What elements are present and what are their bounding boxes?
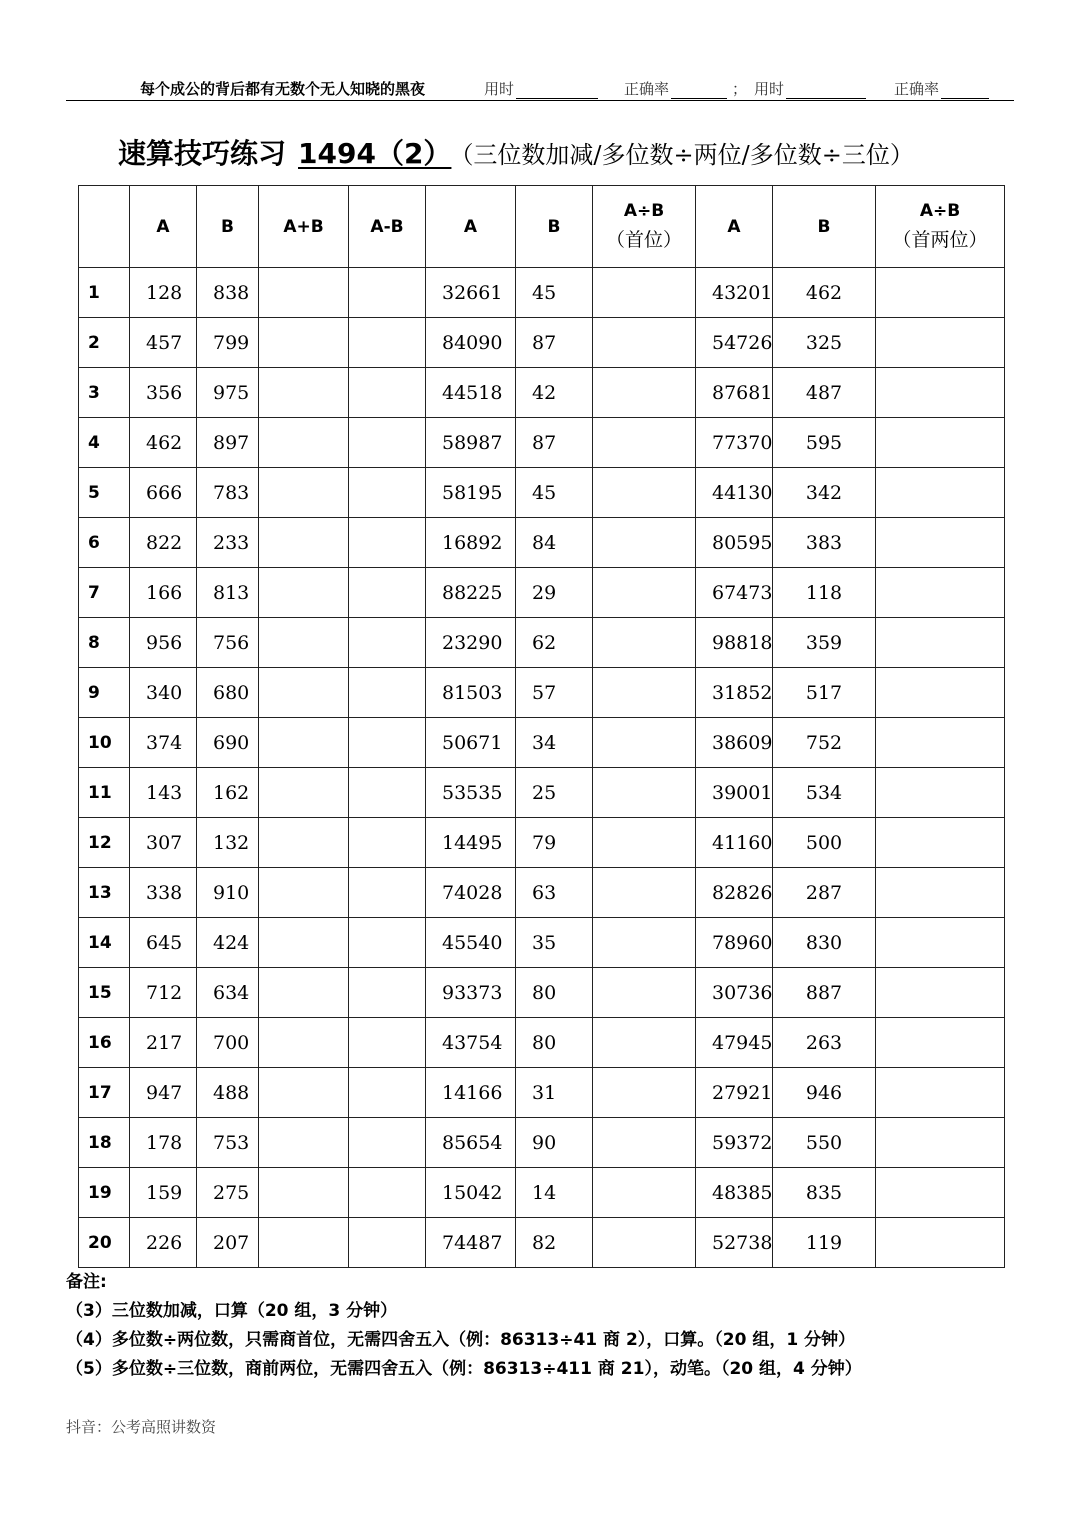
cell-b3: 534: [773, 768, 876, 818]
cell-a1: 307: [130, 818, 197, 868]
table-row: [79, 418, 1005, 468]
answer-sum[interactable]: [259, 268, 349, 318]
cell-a3: 44130: [696, 468, 773, 518]
answer-div1[interactable]: [593, 618, 696, 668]
cell-b3: 946: [773, 1068, 876, 1118]
cell-b2: 31: [516, 1068, 593, 1118]
note-line-4: （4）多位数÷两位数，只需商首位，无需四舍五入（例：86313÷41 商 2），口算。（20 组，1 分钟）: [66, 1330, 856, 1350]
answer-diff[interactable]: [349, 768, 426, 818]
notes-heading: 备注:: [66, 1272, 107, 1292]
time-label-1: 用时: [484, 80, 515, 98]
answer-div2[interactable]: [876, 568, 1005, 618]
row-index: 7: [79, 568, 130, 618]
exercise-table: [78, 185, 1005, 1268]
cell-b1: 756: [197, 618, 259, 668]
answer-div1[interactable]: [593, 968, 696, 1018]
answer-sum[interactable]: [259, 818, 349, 868]
cell-a1: 822: [130, 518, 197, 568]
cell-a1: 128: [130, 268, 197, 318]
header-diff: A-B: [349, 186, 426, 268]
answer-div2[interactable]: [876, 668, 1005, 718]
cell-b3: 462: [773, 268, 876, 318]
cell-b2: 29: [516, 568, 593, 618]
answer-div1[interactable]: [593, 318, 696, 368]
answer-diff[interactable]: [349, 418, 426, 468]
table-row: [79, 668, 1005, 718]
header-div2: [876, 186, 1005, 268]
cell-b3: 887: [773, 968, 876, 1018]
answer-diff[interactable]: [349, 818, 426, 868]
cell-a2: 88225: [426, 568, 516, 618]
row-index: 16: [79, 1018, 130, 1068]
row-index: 5: [79, 468, 130, 518]
cell-a1: 947: [130, 1068, 197, 1118]
cell-a3: 59372: [696, 1118, 773, 1168]
header-index: [79, 186, 130, 268]
cell-a3: 39001: [696, 768, 773, 818]
accuracy-blank-2[interactable]: [941, 84, 989, 99]
cell-a2: 81503: [426, 668, 516, 718]
accuracy-label-1: 正确率: [624, 80, 670, 98]
table-row: [79, 1018, 1005, 1068]
cell-b2: 82: [516, 1218, 593, 1268]
table-row: [79, 318, 1005, 368]
answer-sum[interactable]: [259, 718, 349, 768]
answer-div2[interactable]: [876, 818, 1005, 868]
cell-a2: 58987: [426, 418, 516, 468]
answer-div2[interactable]: [876, 718, 1005, 768]
cell-a3: 82826: [696, 868, 773, 918]
footer-credit: 抖音：公考高照讲数资: [66, 1418, 217, 1436]
time-field-2: [754, 78, 866, 99]
table-row: [79, 868, 1005, 918]
header-a1: A: [130, 186, 197, 268]
cell-a1: 217: [130, 1018, 197, 1068]
cell-a3: 47945: [696, 1018, 773, 1068]
cell-a3: 48385: [696, 1168, 773, 1218]
cell-b3: 487: [773, 368, 876, 418]
answer-div1[interactable]: [593, 1118, 696, 1168]
table-row: [79, 718, 1005, 768]
answer-diff[interactable]: [349, 868, 426, 918]
answer-diff[interactable]: [349, 568, 426, 618]
answer-sum[interactable]: [259, 568, 349, 618]
cell-b2: 45: [516, 468, 593, 518]
table-row: [79, 468, 1005, 518]
cell-a2: 32661: [426, 268, 516, 318]
time-field-1: [484, 78, 598, 99]
answer-sum[interactable]: [259, 518, 349, 568]
answer-div2[interactable]: [876, 318, 1005, 368]
cell-a2: 50671: [426, 718, 516, 768]
table-row: [79, 918, 1005, 968]
cell-b2: 57: [516, 668, 593, 718]
cell-b2: 14: [516, 1168, 593, 1218]
accuracy-label-2: 正确率: [894, 80, 940, 98]
answer-div1[interactable]: [593, 668, 696, 718]
title-subtitle: （三位数加减/多位数÷两位/多位数÷三位）: [461, 141, 914, 169]
answer-div2[interactable]: [876, 1118, 1005, 1168]
answer-diff[interactable]: [349, 1018, 426, 1068]
cell-b1: 813: [197, 568, 259, 618]
cell-a1: 143: [130, 768, 197, 818]
table-row: [79, 1118, 1005, 1168]
cell-b1: 207: [197, 1218, 259, 1268]
answer-sum[interactable]: [259, 1168, 349, 1218]
answer-div1[interactable]: [593, 468, 696, 518]
note-line-5: （5）多位数÷三位数，商前两位，无需四舍五入（例：86313÷411 商 21），动笔。（20 组，4 分钟）: [66, 1359, 862, 1379]
accuracy-blank-1[interactable]: [671, 84, 727, 99]
header-b3: B: [773, 186, 876, 268]
answer-sum[interactable]: [259, 468, 349, 518]
answer-div1[interactable]: [593, 718, 696, 768]
header-div2-note: （首两位）: [892, 229, 988, 251]
answer-div2[interactable]: [876, 618, 1005, 668]
cell-a1: 166: [130, 568, 197, 618]
answer-div1[interactable]: [593, 868, 696, 918]
row-index: 6: [79, 518, 130, 568]
cell-a1: 712: [130, 968, 197, 1018]
row-index: 8: [79, 618, 130, 668]
table-row: [79, 368, 1005, 418]
cell-a2: 44518: [426, 368, 516, 418]
answer-div1[interactable]: [593, 1168, 696, 1218]
answer-diff[interactable]: [349, 268, 426, 318]
answer-div2[interactable]: [876, 768, 1005, 818]
cell-b1: 424: [197, 918, 259, 968]
answer-div1[interactable]: [593, 268, 696, 318]
row-index: 15: [79, 968, 130, 1018]
answer-div1[interactable]: [593, 518, 696, 568]
cell-a2: 14166: [426, 1068, 516, 1118]
cell-b2: 63: [516, 868, 593, 918]
answer-diff[interactable]: [349, 368, 426, 418]
answer-div2[interactable]: [876, 968, 1005, 1018]
cell-b3: 517: [773, 668, 876, 718]
answer-sum[interactable]: [259, 968, 349, 1018]
accuracy-field-1: [624, 78, 727, 99]
answer-sum[interactable]: [259, 768, 349, 818]
answer-div1[interactable]: [593, 1218, 696, 1268]
header-b2: B: [516, 186, 593, 268]
table-row: [79, 1218, 1005, 1268]
answer-div1[interactable]: [593, 418, 696, 468]
cell-b1: 783: [197, 468, 259, 518]
time-blank-1[interactable]: [516, 84, 598, 99]
answer-diff[interactable]: [349, 1218, 426, 1268]
cell-a1: 226: [130, 1218, 197, 1268]
cell-a1: 356: [130, 368, 197, 418]
answer-div1[interactable]: [593, 918, 696, 968]
accuracy-field-2: [894, 78, 989, 99]
answer-diff[interactable]: [349, 1118, 426, 1168]
row-index: 17: [79, 1068, 130, 1118]
header-sum: A+B: [259, 186, 349, 268]
answer-sum[interactable]: [259, 1018, 349, 1068]
answer-div2[interactable]: [876, 1168, 1005, 1218]
answer-sum[interactable]: [259, 1118, 349, 1168]
cell-b1: 700: [197, 1018, 259, 1068]
cell-b2: 79: [516, 818, 593, 868]
answer-diff[interactable]: [349, 968, 426, 1018]
header-div1-note: （首位）: [605, 229, 682, 251]
answer-div2[interactable]: [876, 1018, 1005, 1068]
cell-a1: 645: [130, 918, 197, 968]
header-a3: A: [696, 186, 773, 268]
cell-a1: 666: [130, 468, 197, 518]
cell-b1: 162: [197, 768, 259, 818]
row-index: 12: [79, 818, 130, 868]
header-div1-label: A÷B: [623, 201, 665, 221]
cell-b1: 910: [197, 868, 259, 918]
answer-sum[interactable]: [259, 1218, 349, 1268]
cell-a3: 98818: [696, 618, 773, 668]
answer-div2[interactable]: [876, 1218, 1005, 1268]
cell-a1: 338: [130, 868, 197, 918]
cell-a3: 31852: [696, 668, 773, 718]
cell-b1: 753: [197, 1118, 259, 1168]
table-row: [79, 268, 1005, 318]
cell-b1: 233: [197, 518, 259, 568]
answer-diff[interactable]: [349, 1168, 426, 1218]
row-index: 10: [79, 718, 130, 768]
cell-b1: 799: [197, 318, 259, 368]
note-line-3: （3）三位数加减，口算（20 组，3 分钟）: [66, 1301, 398, 1321]
page-header: [66, 74, 1014, 101]
answer-div2[interactable]: [876, 468, 1005, 518]
cell-b3: 118: [773, 568, 876, 618]
cell-a3: 80595: [696, 518, 773, 568]
table-row: [79, 1068, 1005, 1118]
cell-a2: 84090: [426, 318, 516, 368]
cell-a2: 43754: [426, 1018, 516, 1068]
cell-b1: 488: [197, 1068, 259, 1118]
cell-b2: 25: [516, 768, 593, 818]
notes-section: [66, 1268, 862, 1384]
answer-div2[interactable]: [876, 368, 1005, 418]
cell-b3: 263: [773, 1018, 876, 1068]
cell-a2: 53535: [426, 768, 516, 818]
answer-div2[interactable]: [876, 1068, 1005, 1118]
cell-b1: 690: [197, 718, 259, 768]
table-row: [79, 1168, 1005, 1218]
page-title: [118, 132, 914, 172]
answer-div1[interactable]: [593, 1068, 696, 1118]
table-header-row: [79, 186, 1005, 268]
answer-div1[interactable]: [593, 768, 696, 818]
answer-diff[interactable]: [349, 668, 426, 718]
cell-b2: 35: [516, 918, 593, 968]
cell-b3: 550: [773, 1118, 876, 1168]
answer-sum[interactable]: [259, 418, 349, 468]
cell-b1: 897: [197, 418, 259, 468]
cell-b3: 359: [773, 618, 876, 668]
cell-b3: 383: [773, 518, 876, 568]
cell-b2: 42: [516, 368, 593, 418]
cell-b3: 119: [773, 1218, 876, 1268]
cell-a1: 956: [130, 618, 197, 668]
row-index: 18: [79, 1118, 130, 1168]
row-index: 9: [79, 668, 130, 718]
table-row: [79, 968, 1005, 1018]
cell-a3: 67473: [696, 568, 773, 618]
answer-sum[interactable]: [259, 318, 349, 368]
cell-a2: 15042: [426, 1168, 516, 1218]
answer-div1[interactable]: [593, 368, 696, 418]
cell-a2: 23290: [426, 618, 516, 668]
table-row: [79, 568, 1005, 618]
table-row: [79, 518, 1005, 568]
cell-b3: 500: [773, 818, 876, 868]
table-row: [79, 768, 1005, 818]
separator: ；: [732, 80, 748, 98]
cell-a1: 374: [130, 718, 197, 768]
cell-a3: 77370: [696, 418, 773, 468]
row-index: 2: [79, 318, 130, 368]
answer-div2[interactable]: [876, 868, 1005, 918]
cell-a1: 457: [130, 318, 197, 368]
cell-a2: 74487: [426, 1218, 516, 1268]
answer-div1[interactable]: [593, 818, 696, 868]
cell-a2: 93373: [426, 968, 516, 1018]
cell-b3: 325: [773, 318, 876, 368]
cell-b1: 275: [197, 1168, 259, 1218]
row-index: 11: [79, 768, 130, 818]
row-index: 1: [79, 268, 130, 318]
row-index: 14: [79, 918, 130, 968]
cell-b2: 80: [516, 1018, 593, 1068]
cell-b2: 87: [516, 418, 593, 468]
cell-b1: 975: [197, 368, 259, 418]
cell-a2: 45540: [426, 918, 516, 968]
row-index: 4: [79, 418, 130, 468]
header-b1: B: [197, 186, 259, 268]
answer-diff[interactable]: [349, 518, 426, 568]
cell-a3: 27921: [696, 1068, 773, 1118]
table-row: [79, 618, 1005, 668]
cell-b2: 87: [516, 318, 593, 368]
answer-sum[interactable]: [259, 618, 349, 668]
cell-a2: 16892: [426, 518, 516, 568]
motto-text: 每个成公的背后都有无数个无人知晓的黑夜: [140, 80, 426, 98]
table-row: [79, 818, 1005, 868]
cell-a2: 85654: [426, 1118, 516, 1168]
answer-div1[interactable]: [593, 1018, 696, 1068]
answer-sum[interactable]: [259, 868, 349, 918]
answer-sum[interactable]: [259, 918, 349, 968]
cell-b1: 132: [197, 818, 259, 868]
cell-a1: 462: [130, 418, 197, 468]
cell-b2: 45: [516, 268, 593, 318]
cell-b2: 34: [516, 718, 593, 768]
cell-b2: 90: [516, 1118, 593, 1168]
cell-a1: 178: [130, 1118, 197, 1168]
row-index: 13: [79, 868, 130, 918]
cell-b3: 595: [773, 418, 876, 468]
header-a2: A: [426, 186, 516, 268]
cell-a3: 78960: [696, 918, 773, 968]
answer-diff[interactable]: [349, 918, 426, 968]
answer-div2[interactable]: [876, 268, 1005, 318]
cell-b2: 80: [516, 968, 593, 1018]
time-label-2: 用时: [754, 80, 785, 98]
cell-b3: 835: [773, 1168, 876, 1218]
answer-sum[interactable]: [259, 368, 349, 418]
cell-a2: 58195: [426, 468, 516, 518]
answer-div2[interactable]: [876, 918, 1005, 968]
cell-b1: 680: [197, 668, 259, 718]
answer-div2[interactable]: [876, 518, 1005, 568]
time-blank-2[interactable]: [786, 84, 866, 99]
row-index: 3: [79, 368, 130, 418]
title-number: 1494（2）: [298, 137, 452, 170]
title-main: 速算技巧练习: [118, 137, 287, 170]
header-div2-label: A÷B: [919, 201, 961, 221]
cell-b3: 287: [773, 868, 876, 918]
cell-a3: 54726: [696, 318, 773, 368]
answer-diff[interactable]: [349, 468, 426, 518]
answer-sum[interactable]: [259, 668, 349, 718]
cell-a2: 74028: [426, 868, 516, 918]
cell-a1: 340: [130, 668, 197, 718]
cell-b3: 830: [773, 918, 876, 968]
cell-a3: 52738: [696, 1218, 773, 1268]
answer-sum[interactable]: [259, 1068, 349, 1118]
answer-div1[interactable]: [593, 568, 696, 618]
cell-b1: 634: [197, 968, 259, 1018]
cell-b1: 838: [197, 268, 259, 318]
answer-div2[interactable]: [876, 418, 1005, 468]
cell-b2: 84: [516, 518, 593, 568]
answer-diff[interactable]: [349, 318, 426, 368]
row-index: 20: [79, 1218, 130, 1268]
cell-a3: 41160: [696, 818, 773, 868]
header-div1: [593, 186, 696, 268]
table-body: [79, 268, 1005, 1268]
cell-b3: 752: [773, 718, 876, 768]
answer-diff[interactable]: [349, 718, 426, 768]
cell-a3: 43201: [696, 268, 773, 318]
answer-diff[interactable]: [349, 1068, 426, 1118]
cell-a3: 30736: [696, 968, 773, 1018]
cell-a3: 38609: [696, 718, 773, 768]
cell-a3: 87681: [696, 368, 773, 418]
cell-a1: 159: [130, 1168, 197, 1218]
row-index: 19: [79, 1168, 130, 1218]
cell-a2: 14495: [426, 818, 516, 868]
cell-b2: 62: [516, 618, 593, 668]
answer-diff[interactable]: [349, 618, 426, 668]
cell-b3: 342: [773, 468, 876, 518]
